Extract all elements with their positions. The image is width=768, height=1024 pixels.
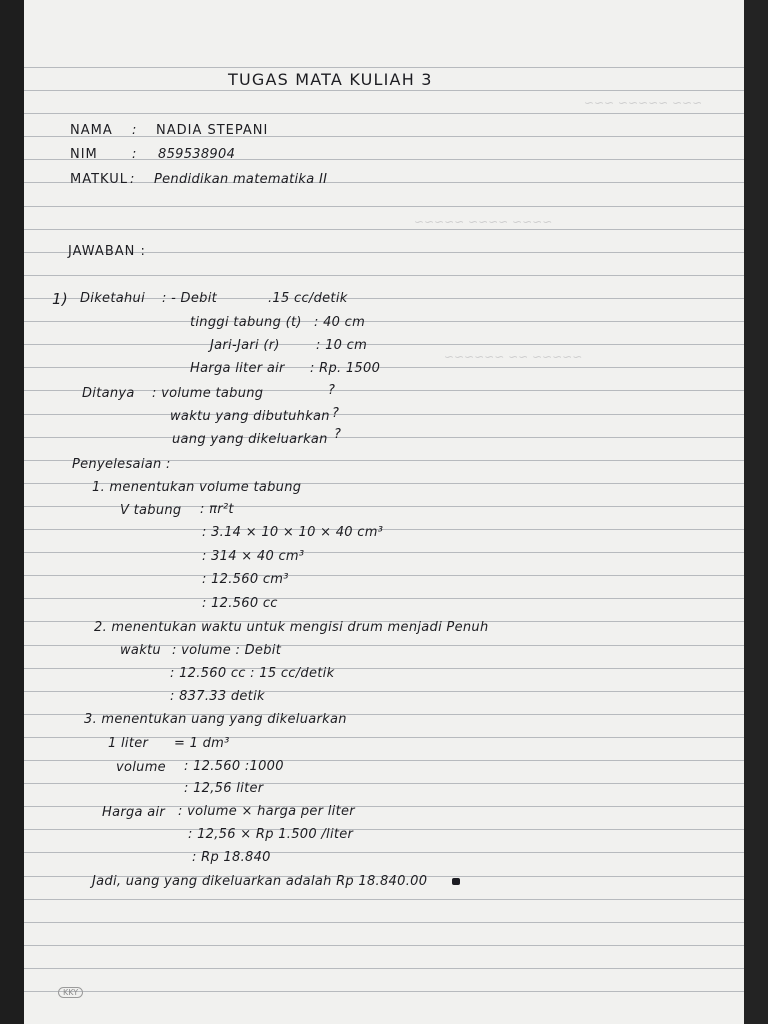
known-radius-label: Jari-Jari (r) xyxy=(210,338,280,353)
step2-line: : volume : Debit xyxy=(172,643,282,658)
asked-volume: : volume tabung xyxy=(152,386,264,401)
step1-line: : 314 × 40 cm³ xyxy=(202,549,305,564)
ruled-line xyxy=(24,668,744,669)
nim-label: NIM xyxy=(70,147,98,162)
step1-line: : 12.560 cm³ xyxy=(202,572,289,587)
ruled-line xyxy=(24,899,744,900)
step3-volume-line: : 12,56 liter xyxy=(184,781,264,796)
ruled-line xyxy=(24,321,744,322)
conclusion: Jadi, uang yang dikeluarkan adalah Rp 18.840.00 xyxy=(92,874,428,889)
step2-heading: 2. menentukan waktu untuk mengisi drum menjadi Penuh xyxy=(94,620,489,635)
step3-heading: 3. menentukan uang yang dikeluarkan xyxy=(84,712,347,727)
name-sep: : xyxy=(132,123,137,138)
asked-time-mark: ? xyxy=(332,406,340,421)
step2-label: waktu xyxy=(120,643,161,658)
known-debit-label: : - Debit xyxy=(162,291,218,306)
nim-value: 859538904 xyxy=(158,147,236,162)
known-price-value: : Rp. 1500 xyxy=(310,361,381,376)
step3-price-line: : 12,56 × Rp 1.500 /liter xyxy=(188,827,354,842)
ruled-line xyxy=(24,829,744,830)
page-title: TUGAS MATA KULIAH 3 xyxy=(228,70,433,89)
ruled-line xyxy=(24,367,744,368)
ink-blot xyxy=(452,878,460,885)
question-number: 1) xyxy=(52,290,68,308)
step2-line: : 837.33 detik xyxy=(170,689,265,704)
step3-price-label: Harga air xyxy=(102,805,166,820)
ruled-line xyxy=(24,206,744,207)
ruled-line xyxy=(24,552,744,553)
ruled-line xyxy=(24,275,744,276)
ruled-line xyxy=(24,414,744,415)
ruled-line xyxy=(24,113,744,114)
name-value: NADIA STEPANI xyxy=(156,123,269,138)
ruled-line xyxy=(24,598,744,599)
step1-line: : 3.14 × 10 × 10 × 40 cm³ xyxy=(202,525,384,540)
known-price-label: Harga liter air xyxy=(190,361,285,376)
step3-volume-line: : 12.560 :1000 xyxy=(184,759,284,774)
ruled-line xyxy=(24,437,744,438)
asked-time: waktu yang dibutuhkan xyxy=(170,409,330,424)
desk-shadow-right xyxy=(744,0,768,1024)
ruled-line xyxy=(24,529,744,530)
known-height-value: : 40 cm xyxy=(314,315,366,330)
step3-price-line: : volume × harga per liter xyxy=(178,804,355,819)
nim-sep: : xyxy=(132,147,137,162)
step1-line: : πr²t xyxy=(200,502,234,517)
asked-label: Ditanya xyxy=(82,386,135,401)
show-through-text: ~~~~ ~~~~ ~~~~~ xyxy=(414,215,553,229)
asked-money: uang yang dikeluarkan xyxy=(172,432,328,447)
desk-shadow-left xyxy=(0,0,24,1024)
step1-line: : 12.560 cc xyxy=(202,596,278,611)
ruled-line xyxy=(24,90,744,91)
ruled-line xyxy=(24,968,744,969)
ruled-line xyxy=(24,575,744,576)
step3-liter-label: 1 liter xyxy=(108,736,149,751)
notebook-page xyxy=(24,0,744,1024)
ruled-line xyxy=(24,344,744,345)
ruled-line xyxy=(24,922,744,923)
asked-volume-mark: ? xyxy=(328,383,336,398)
ruled-line xyxy=(24,229,744,230)
ruled-line xyxy=(24,783,744,784)
answer-heading: JAWABAN : xyxy=(68,244,146,259)
known-height-label: tinggi tabung (t) xyxy=(190,315,302,330)
step1-label: V tabung xyxy=(120,503,182,518)
known-label: Diketahui xyxy=(80,291,146,306)
step3-price-line: : Rp 18.840 xyxy=(192,850,271,865)
asked-money-mark: ? xyxy=(334,427,342,442)
show-through-text: ~~~ ~~~~~ ~~~ xyxy=(584,96,703,110)
ruled-line xyxy=(24,991,744,992)
ruled-line xyxy=(24,852,744,853)
course-label: MATKUL xyxy=(70,172,128,187)
name-label: NAMA xyxy=(70,123,113,138)
step3-volume-label: volume xyxy=(116,760,166,775)
known-radius-value: : 10 cm xyxy=(316,338,368,353)
solution-label: Penyelesaian : xyxy=(72,457,171,472)
step2-line: : 12.560 cc : 15 cc/detik xyxy=(170,666,335,681)
step1-heading: 1. menentukan volume tabung xyxy=(92,480,302,495)
course-sep: : xyxy=(130,172,135,187)
ruled-line xyxy=(24,945,744,946)
show-through-text: ~~~~~ ~~ ~~~~~~ xyxy=(444,350,583,364)
ruled-line xyxy=(24,691,744,692)
course-value: Pendidikan matematika II xyxy=(154,172,328,187)
notebook-brand-stamp: KKY xyxy=(58,987,83,998)
known-debit-value: .15 cc/detik xyxy=(268,291,348,306)
step3-liter-value: = 1 dm³ xyxy=(174,736,230,751)
ruled-line xyxy=(24,67,744,68)
